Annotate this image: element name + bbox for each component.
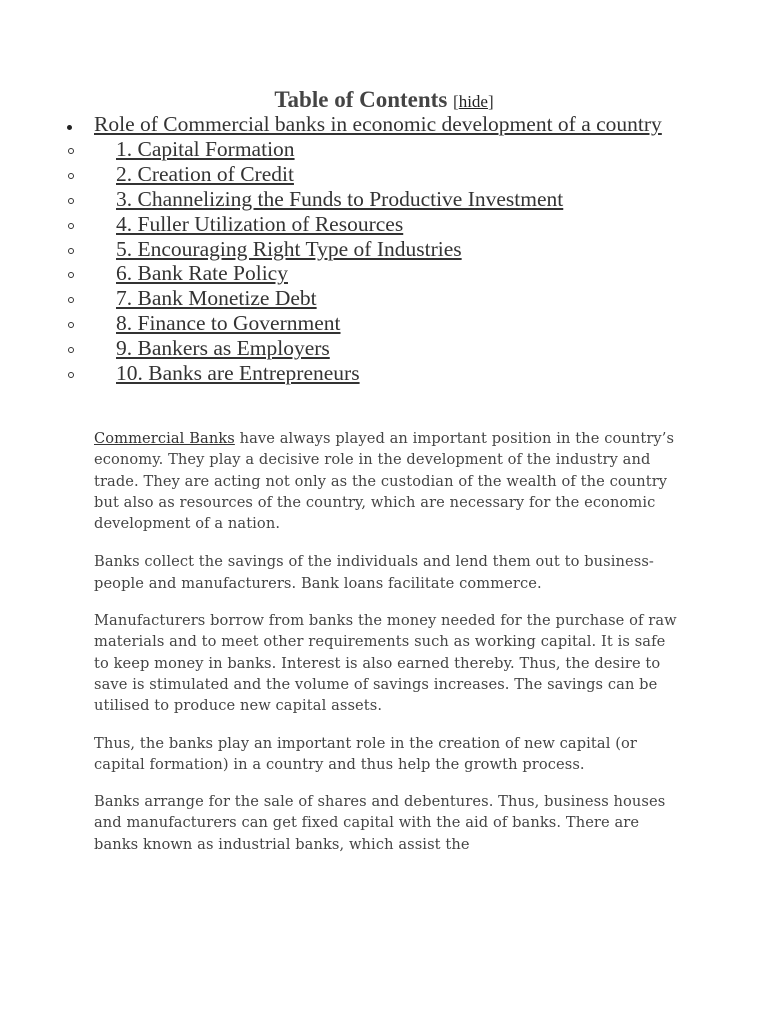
paragraph-1-text: have always played an important position in the country’s economy. They play a decisive role in the development of the industry and trade. They are acting not only as the custodian of the wealth of the country but also as resources of the country, which are necessary for the economic development of a nation. (94, 430, 675, 533)
toc-link-encouraging-industries[interactable]: 5. Encouraging Right Type of Industries (116, 236, 462, 261)
circle-bullet-icon (68, 223, 74, 229)
toc-hide-link[interactable]: hide (458, 92, 488, 111)
paragraph-2: Banks collect the savings of the individuals and lend them out to business- people and manufacturers. Bank loans facilitate commerce. (94, 553, 654, 592)
circle-bullet-icon (68, 248, 74, 254)
toc-subitem (94, 336, 700, 361)
toc-link-channelizing-funds[interactable]: 3. Channelizing the Funds to Productive Investment (116, 186, 564, 211)
toc-link-monetize-debt[interactable]: 7. Bank Monetize Debt (116, 286, 317, 311)
circle-bullet-icon (68, 173, 74, 179)
toc-subitem (94, 361, 700, 386)
toc-link-finance-government[interactable]: 8. Finance to Government (116, 311, 341, 336)
article-body (94, 428, 684, 871)
circle-bullet-icon (68, 198, 74, 204)
paragraph-5: Banks arrange for the sale of shares and debentures. Thus, business houses and manufacturers can get fixed capital with the aid of banks. There are banks known as industrial banks, which assist the (94, 793, 666, 853)
commercial-banks-link[interactable]: Commercial Banks (94, 430, 235, 447)
toc-subitem (94, 286, 700, 311)
toc-subitem (94, 187, 700, 212)
bracket-close: ] (487, 92, 494, 111)
circle-bullet-icon (68, 322, 74, 328)
toc-link-capital-formation[interactable]: 1. Capital Formation (116, 137, 295, 161)
paragraph-3: Manufacturers borrow from banks the money needed for the purchase of raw materials and to meet other requirements such as working capital. It is safe to keep money in banks. Interest is also earned thereby. Thus, the desire to save is stimulated and the volume of savings increases. The savings can be utilised to produce new capital assets. (94, 612, 677, 715)
toc-link-bank-rate-policy[interactable]: 6. Bank Rate Policy (116, 261, 288, 286)
toc-link-bankers-employers[interactable]: 9. Bankers as Employers (116, 336, 330, 361)
circle-bullet-icon (68, 148, 74, 154)
toc-subitem (94, 261, 700, 286)
toc-subitem (94, 311, 700, 336)
circle-bullet-icon (68, 297, 74, 303)
bullet-icon (67, 125, 72, 130)
toc-main-item (0, 112, 700, 386)
circle-bullet-icon (68, 347, 74, 353)
toc-subitem (94, 237, 700, 262)
toc-sublist (94, 137, 700, 386)
toc-hide-toggle-wrap (453, 92, 494, 111)
paragraph-4: Thus, the banks play an important role in the creation of new capital (or capital formation) in a country and thus help the growth process. (94, 734, 637, 773)
circle-bullet-icon (68, 372, 74, 378)
toc-main-link[interactable]: Role of Commercial banks in economic development of a country (94, 112, 662, 136)
paragraph-1 (94, 428, 684, 534)
toc-link-banks-entrepreneurs[interactable]: 10. Banks are Entrepreneurs (116, 361, 360, 386)
toc-link-fuller-utilization[interactable]: 4. Fuller Utilization of Resources (116, 211, 404, 236)
circle-bullet-icon (68, 272, 74, 278)
bracket-open: [ (453, 92, 459, 111)
toc-subitem (94, 162, 700, 187)
toc-title-text: Table of Contents (274, 87, 448, 112)
toc-subitem (94, 137, 700, 162)
toc-subitem (94, 212, 700, 237)
toc-link-creation-of-credit[interactable]: 2. Creation of Credit (116, 161, 294, 186)
toc-list (0, 112, 700, 386)
